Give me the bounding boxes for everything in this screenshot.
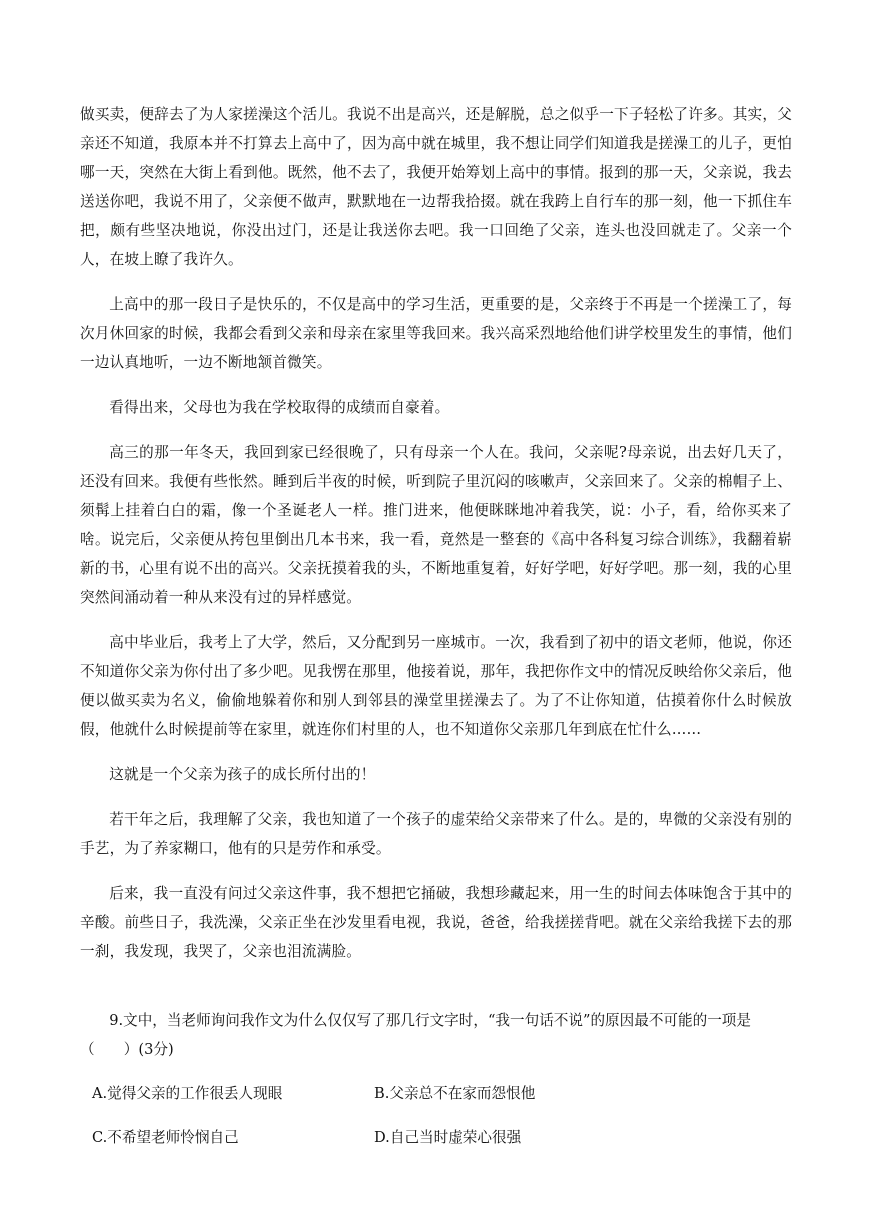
paragraph-1: 做买卖，便辞去了为人家搓澡这个活儿。我说不出是高兴，还是解脱，总之似乎一下子轻松了许多。其实，父亲还不知道，我原本并不打算去上高中了，因为高中就在城里，我不想让同学们知道我是搓澡工的儿子，更怕哪一天，突然在大街上看到他。既然，他不去了，我便开始筹划上高中的事情。报到的那一天，父亲说，我去送送你吧，我说不用了，父亲便不做声，默默地在一边帮我拾掇。就在我跨上自行车的那一刻，他一下抓住车把，颇有些坚决地说，你没出过门，还是让我送你去吧。我一口回绝了父亲，连头也没回就走了。父亲一个人，在坡上瞭了我许久。 (80, 106, 792, 268)
option-b: B.父亲总不在家而怨恨他 (374, 1085, 536, 1102)
paragraph-2: 上高中的那一段日子是快乐的，不仅是高中的学习生活，更重要的是，父亲终于不再是一个搓澡工了，每次月休回家的时候，我都会看到父亲和母亲在家里等我回来。我兴高采烈地给他们讲学校里发生的事情，他们一边认真地听，一边不断地颔首微笑。 (80, 296, 792, 371)
paragraph-7: 若干年之后，我理解了父亲，我也知道了一个孩子的虚荣给父亲带来了什么。是的，卑微的父亲没有别的手艺，为了养家糊口，他有的只是劳作和承受。 (80, 811, 792, 857)
article-body (80, 100, 792, 966)
paragraph-6: 这就是一个父亲为孩子的成长所付出的！ (109, 766, 376, 783)
option-d: D.自己当时虚荣心很强 (374, 1129, 522, 1146)
option-c: C.不希望老师怜悯自己 (92, 1129, 239, 1146)
paragraph-5: 高中毕业后，我考上了大学，然后，又分配到另一座城市。一次，我看到了初中的语文老师，他说，你还不知道你父亲为你付出了多少吧。见我愣在那里，他接着说，那年，我把你作文中的情况反映给你父亲后，他便以做买卖为名义，偷偷地躲着你和别人到邻县的澡堂里搓澡去了。为了不让你知道，估摸着你什么时候放假，他就什么时候提前等在家里，就连你们村里的人，也不知道你父亲那几年到底在忙什么…… (80, 634, 792, 738)
paragraph-3: 看得出来，父母也为我在学校取得的成绩而自豪着。 (109, 399, 450, 416)
paragraph-4: 高三的那一年冬天，我回到家已经很晚了，只有母亲一个人在。我问，父亲呢?母亲说，出去好几天了，还没有回来。我便有些怅然。睡到后半夜的时候，听到院子里沉闷的咳嗽声，父亲回来了。父亲的棉帽子上、须髯上挂着白白的霜，像一个圣诞老人一样。推门进来，他便眯眯地冲着我笑，说：小子，看，给你买来了啥。说完后，父亲便从挎包里倒出几本书来，我一看，竟然是一整套的《高中各科复习综合训练》，我翻着崭新的书，心里有说不出的高兴。父亲抚摸着我的头，不断地重复着，好好学吧，好好学吧。那一刻，我的心里突然间涌动着一种从来没有过的异样感觉。 (80, 444, 792, 606)
question-stem: 9.文中，当老师询问我作文为什么仅仅写了那几行文字时，“我一句话不说”的原因最不可能的一项是（ ）(3分) (80, 1012, 751, 1058)
paragraph-8: 后来，我一直没有问过父亲这件事，我不想把它捅破，我想珍藏起来，用一生的时间去体味饱含于其中的辛酸。前些日子，我洗澡，父亲正坐在沙发里看电视，我说，爸爸，给我搓搓背吧。就在父亲给我搓下去的那一刹，我发现，我哭了，父亲也泪流满脸。 (80, 885, 792, 960)
option-a: A.觉得父亲的工作很丢人现眼 (92, 1085, 283, 1102)
document-page (80, 100, 792, 1150)
answer-options (80, 1082, 792, 1150)
